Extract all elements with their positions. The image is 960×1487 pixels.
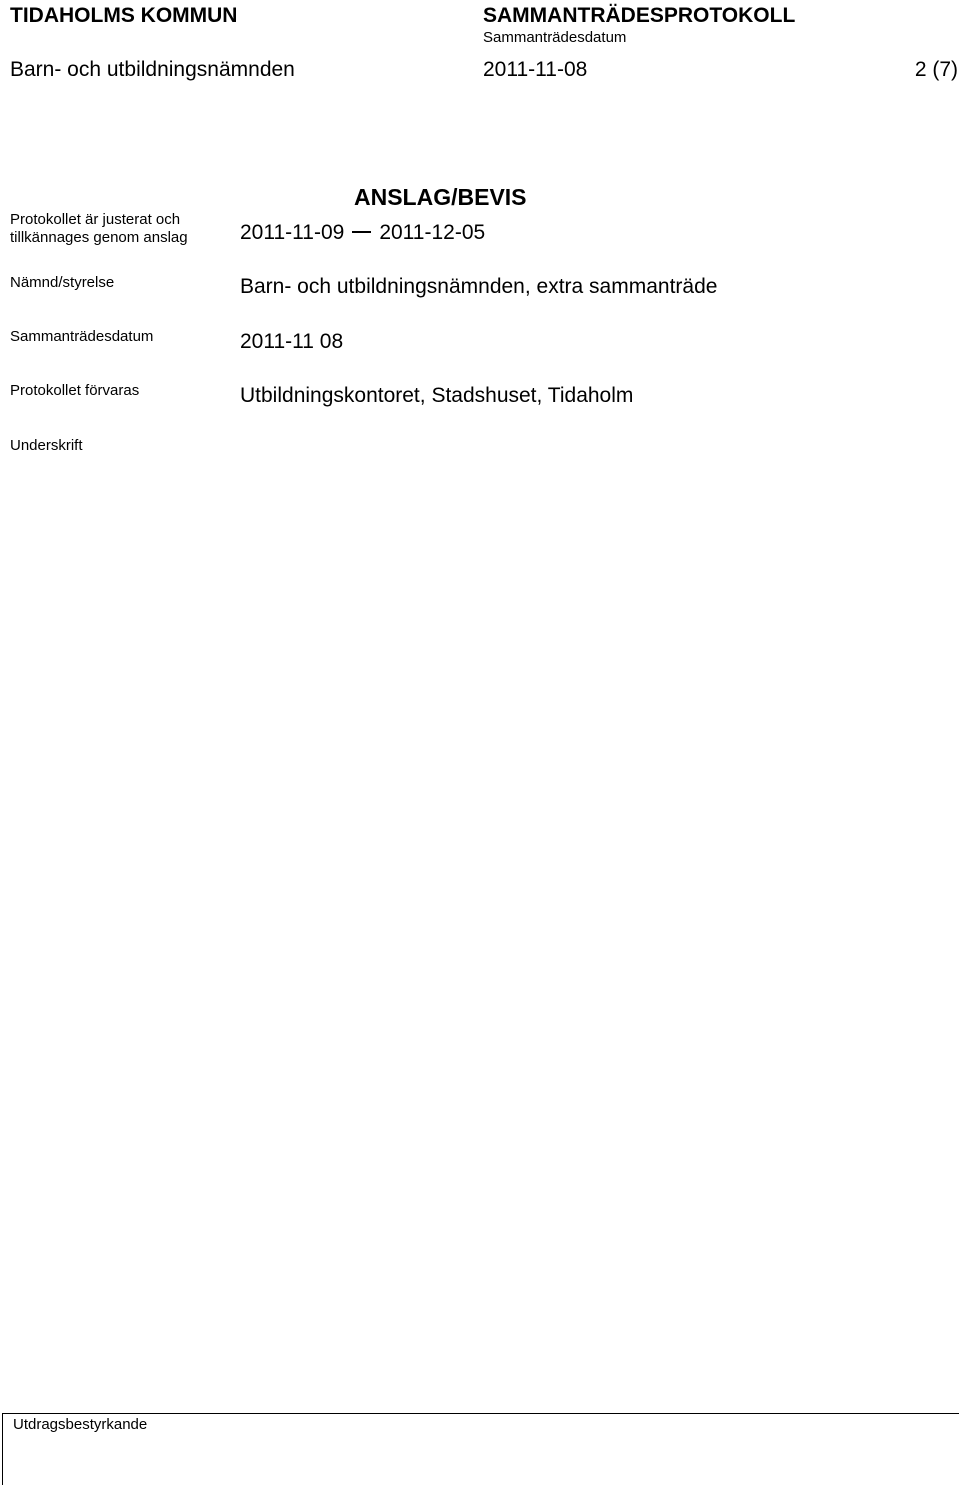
- posting-end-date: 2011-12-05: [379, 221, 486, 244]
- storage-label: Protokollet förvaras: [10, 382, 140, 399]
- document-type: SAMMANTRÄDESPROTOKOLL: [483, 4, 796, 27]
- certification-box: [2, 1413, 959, 1485]
- date-range-dash: [352, 231, 371, 233]
- body-value: Barn- och utbildningsnämnden, extra sammanträde: [240, 275, 718, 298]
- document-type-sublabel: Sammanträdesdatum: [483, 29, 627, 46]
- certification-label: Utdragsbestyrkande: [13, 1416, 148, 1433]
- municipality-name: TIDAHOLMS KOMMUN: [10, 4, 238, 27]
- meeting-date-value: 2011-11 08: [240, 330, 344, 353]
- body-label: Nämnd/styrelse: [10, 274, 115, 291]
- posting-period: [240, 221, 485, 245]
- storage-value: Utbildningskontoret, Stadshuset, Tidaholm: [240, 384, 634, 407]
- notice-title: ANSLAG/BEVIS: [354, 184, 527, 210]
- signature-label: Underskrift: [10, 437, 83, 454]
- posting-label: Protokollet är justerat och tillkännages genom anslag: [10, 211, 188, 246]
- meeting-date-label: Sammanträdesdatum: [10, 328, 154, 345]
- page-number: 2 (7): [914, 58, 958, 81]
- posting-start-date: 2011-11-09: [240, 221, 345, 244]
- meeting-date: 2011-11-08: [483, 58, 588, 81]
- committee-name: Barn- och utbildningsnämnden: [10, 58, 295, 81]
